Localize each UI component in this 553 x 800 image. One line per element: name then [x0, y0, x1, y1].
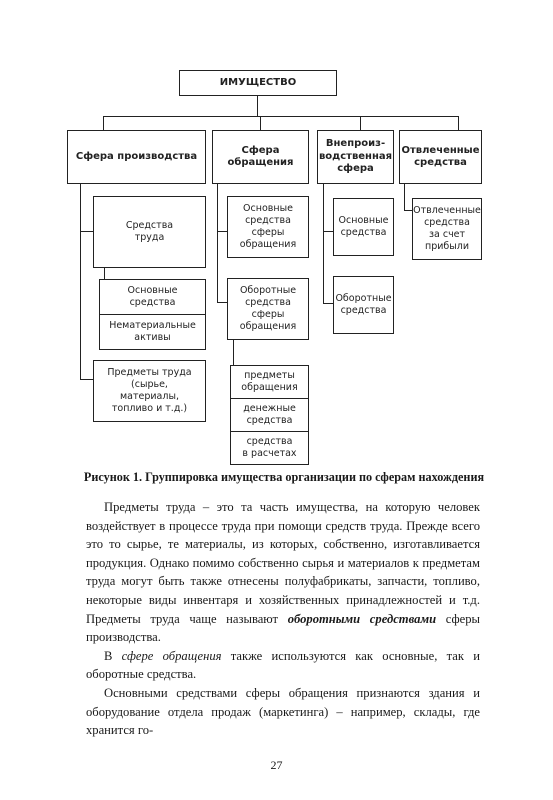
fixed-assets-box: Основные средства: [99, 279, 206, 315]
nonproduction-current-box: Оборотные средства: [333, 276, 394, 334]
nonproduction-fixed-box: Основные средства: [333, 198, 394, 256]
connector: [323, 231, 333, 232]
paragraph: Основными средствами сферы обращения признаются здания и оборудование отдела продаж (маркетинга) – например, склады, где хранится го-: [86, 685, 480, 738]
connector: [217, 231, 227, 232]
sphere-diverted: Отвлеченные средства: [399, 130, 482, 184]
connector: [217, 184, 218, 303]
root-box: ИМУЩЕСТВО: [179, 70, 337, 96]
connector: [80, 231, 93, 232]
connector: [260, 116, 261, 130]
connector: [323, 303, 333, 304]
page-number: 27: [270, 758, 283, 772]
circulation-settlements-box: средства в расчетах: [230, 431, 309, 465]
sphere-circulation: Сфера обращения: [212, 130, 309, 184]
circulation-items-box: предметы обращения: [230, 365, 309, 399]
circulation-current-box: Оборотные средства сферы обращения: [227, 278, 309, 340]
connector: [217, 302, 227, 303]
labor-means-box: Средства труда: [93, 196, 206, 268]
intangible-assets-box: Нематериальные активы: [99, 314, 206, 350]
connector: [404, 184, 405, 211]
connector: [360, 116, 361, 130]
connector: [404, 210, 412, 211]
connector: [257, 96, 258, 117]
connector: [80, 184, 81, 380]
circulation-fixed-box: Основные средства сферы обращения: [227, 196, 309, 258]
diverted-profit-box: Отвлеченные средства за счет прибыли: [412, 198, 482, 260]
emphasis-term: оборотными средствами: [287, 611, 437, 626]
body-text: [86, 498, 480, 740]
sphere-production: Сфера производства: [67, 130, 206, 184]
paragraph: Предметы труда – это та часть имущества, на которую человек воздействует в процессе труда при помощи средств труда. Прежде всего это то сырье, те материалы, из которых, собственно, изготавливается продукция. Однако помимо собственно сырья и материалов к предметам труда могут быть также отнесены полуфабрикаты, запчасти, топливо, некоторые виды инвентаря и хозяйственных принадлежностей и т.д. Предметы труда чаще называют оборотными средствами сферы производства.: [86, 500, 480, 645]
connector: [323, 184, 324, 304]
paragraph: В сфере обращения также используются как основные, так и оборотные средства.: [86, 648, 480, 682]
emphasis-term: сфере обращения: [121, 648, 222, 663]
labor-objects-box: Предметы труда (сырье, материалы, топливо и т.д.): [93, 360, 206, 422]
sphere-nonproduction: Внепроиз- водственная сфера: [317, 130, 394, 184]
connector: [80, 379, 93, 380]
connector: [103, 116, 104, 130]
circulation-money-box: денежные средства: [230, 398, 309, 432]
figure-caption: Рисунок 1. Группировка имущества организации по сферам нахождения: [83, 470, 485, 484]
connector: [103, 116, 459, 117]
connector: [458, 116, 459, 130]
